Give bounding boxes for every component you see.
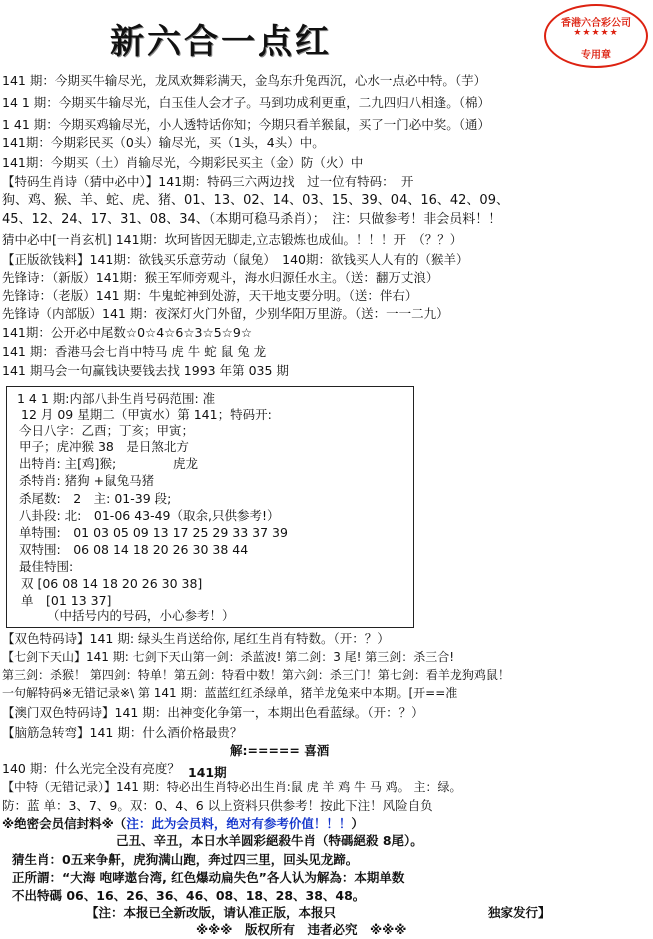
fang-line: 防：蓝 单：3、7、9。双：0、4、6 以上资料只供参考！按此下注！风险自负 bbox=[2, 798, 433, 813]
tip-line: 【脑筋急转弯】141 期：什么酒价格最贵？ bbox=[2, 725, 243, 740]
bottom-line: 己丑、辛丑，本日水羊圆彩絕殺牛肖（特碼絕殺 8尾）。 bbox=[116, 833, 423, 848]
tip-line: 141期：今期买（土）肖输尽光，今期彩民买主（金）防（火）中 bbox=[2, 155, 364, 170]
tip-line: 141 期马会一句赢钱诀要钱去找 1993 年第 035 期 bbox=[2, 363, 289, 378]
box-line: 杀尾数: 2 主: 01-39 段; bbox=[19, 491, 172, 506]
company-seal bbox=[544, 4, 648, 68]
tip-line: 141期：公开必中尾数☆0☆4☆6☆3☆5☆9☆ bbox=[2, 325, 253, 340]
box-line: 今日八字：乙酉；丁亥；甲寅； bbox=[19, 423, 195, 438]
vip-note: 注：此为会员料，绝对有参考价值！！！ bbox=[126, 816, 352, 831]
page-title: 新六合一点红 bbox=[110, 22, 332, 62]
tip-line: 先锋诗：（新版）141期：猴王军师旁观斗，海水归源任水主。（送：翻万丈浪） bbox=[2, 270, 439, 285]
box-line: 单 [01 13 37] bbox=[21, 593, 112, 608]
box-line: 八卦段: 北: 01-06 43-49（取余,只供参考!） bbox=[19, 508, 280, 523]
vip-label: ※绝密会员信封料※（ bbox=[2, 816, 127, 831]
box-line: 12 月 09 星期二（甲寅水）第 141；特码开: bbox=[21, 407, 272, 422]
box-line: 单特围: 01 03 05 09 13 17 25 29 33 37 39 bbox=[19, 525, 288, 540]
tip-line: 【特码生肖诗（猜中必中）】141期：特码三六两边找 过一位有特码： 开 bbox=[2, 174, 414, 189]
riddle-overlay-period: 141期 bbox=[188, 765, 227, 780]
box-line: 出特肖: 主[鸡]猴; bbox=[19, 456, 117, 471]
footer-copyright: ※※※ 版权所有 违者必究 ※※※ bbox=[196, 922, 407, 937]
tip-line: 【双色特码诗】141 期: 绿头生肖送给你, 尾红生肖有特数。（开：？） bbox=[2, 631, 390, 646]
tip-line: 猜中必中[一肖玄机] 141期：坎珂皆因无脚走,立志锻炼也成仙。！！！开 （？？） bbox=[2, 232, 463, 247]
zhongte-line: 【中特（无错记录）】141 期：特必出生肖特必出生肖:鼠 虎 羊 鸡 牛 马 鸡。 主：绿。 bbox=[2, 780, 462, 794]
tip-line: 【正版欲钱料】141期：欲钱买乐意劳动（鼠兔） 140期：欲钱买人人有的（猴羊） bbox=[2, 252, 469, 267]
tip-line: 【澳门双色特码诗】141 期：出神变化争第一，本期出色看蓝绿。（开：？） bbox=[2, 705, 424, 720]
tip-line: 14 1 期：今期买牛输尽光，白玉佳人会才子。马到功成利更重，二九四归八相逢。（棉） bbox=[2, 95, 491, 110]
tip-line: 45、12、24、17、31、08、34、（本期可稳马杀肖）； 注：只做参考！非会员料！！ bbox=[2, 212, 502, 227]
box-line: 杀特肖: 猪狗 +鼠兔马猪 bbox=[19, 473, 155, 488]
footer-note-end: 独家发行】 bbox=[488, 905, 551, 920]
tip-line: 先锋诗：（老版）141 期：牛鬼蛇神到处游，天干地支要分明。（送：伴右） bbox=[2, 288, 418, 303]
vip-close: ） bbox=[351, 816, 364, 831]
box-line: 双 [06 08 14 18 20 26 30 38] bbox=[21, 576, 203, 591]
tip-line: 1 41 期：今期买鸡输尽光，小人透特话你知；今期只看羊猴鼠，买了一门必中奖。（通） bbox=[2, 117, 491, 132]
seal-company-name: 香港六合彩公司 bbox=[561, 18, 631, 29]
vip-line bbox=[2, 815, 364, 832]
box-line: 虎龙 bbox=[173, 456, 199, 471]
box-line: 1 4 1 期:内部八卦生肖号码范围: 准 bbox=[17, 391, 216, 406]
tip-line: 141期：今期彩民买（0头）输尽光，买（1头，4头）中。 bbox=[2, 135, 325, 150]
box-line: 甲子；虎冲猴 38 是日煞北方 bbox=[19, 439, 189, 454]
tip-line: 一句解特码※无错记录※\ 第 141 期：蓝蓝红红杀绿单，猪羊龙兔来中本期。[开==准 bbox=[2, 686, 458, 700]
footer-note: 【注：本报已全新改版，请认准正版，本报只 bbox=[86, 905, 337, 920]
box-line: （中括号内的号码，小心参考！） bbox=[47, 608, 235, 623]
tip-line: 狗、鸡、猴、羊、蛇、虎、猪、01、13、02、14、03、15、39、04、16、42、09、 bbox=[2, 193, 509, 208]
riddle-140: 140 期：什么光完全没有亮度？ bbox=[2, 761, 180, 776]
bottom-line: 不出特碼 06、16、26、36、46、08、18、28、38、48。 bbox=[12, 888, 366, 903]
tip-line: 第三剑：杀猴！ 第四剑：特单！第五剑：特看中数！第六剑：杀三门！第七剑：看羊龙狗鸡鼠！ bbox=[2, 668, 510, 682]
box-line: 双特围: 06 08 14 18 20 26 30 38 44 bbox=[19, 542, 249, 557]
bottom-line: 猜生肖：0五来争鼾，虎狗满山跑，奔过四三里，回头见龙蹄。 bbox=[12, 852, 359, 867]
seal-stamp-label: 专用章 bbox=[581, 50, 611, 61]
seal-stars: ★★★★★ bbox=[573, 28, 619, 38]
bottom-line: 正所謂：“大海 咆哮遨台湾, 红色爆动扁失色”各人认为解為：本期单数 bbox=[12, 870, 405, 885]
tip-line: 【七剑下天山】141 期: 七剑下天山第一剑：杀蓝波! 第二剑：3 尾! 第三剑：杀三合! bbox=[2, 650, 455, 664]
riddle-answer: 解:===== 喜酒 bbox=[230, 743, 330, 758]
tip-line: 141 期：香港马会七肖中特马 虎 牛 蛇 鼠 兔 龙 bbox=[2, 344, 267, 359]
box-line: 最佳特围: bbox=[19, 559, 74, 574]
tip-line: 141 期：今期买牛输尽光，龙凤欢舞彩满天，金鸟东升兔西沉，心水一点必中特。（芋） bbox=[2, 73, 487, 88]
bagua-box bbox=[6, 386, 414, 628]
tip-line: 先锋诗（内部版）141 期：夜深灯火门外留，少别华阳万里游。（送：一一二九） bbox=[2, 306, 449, 321]
